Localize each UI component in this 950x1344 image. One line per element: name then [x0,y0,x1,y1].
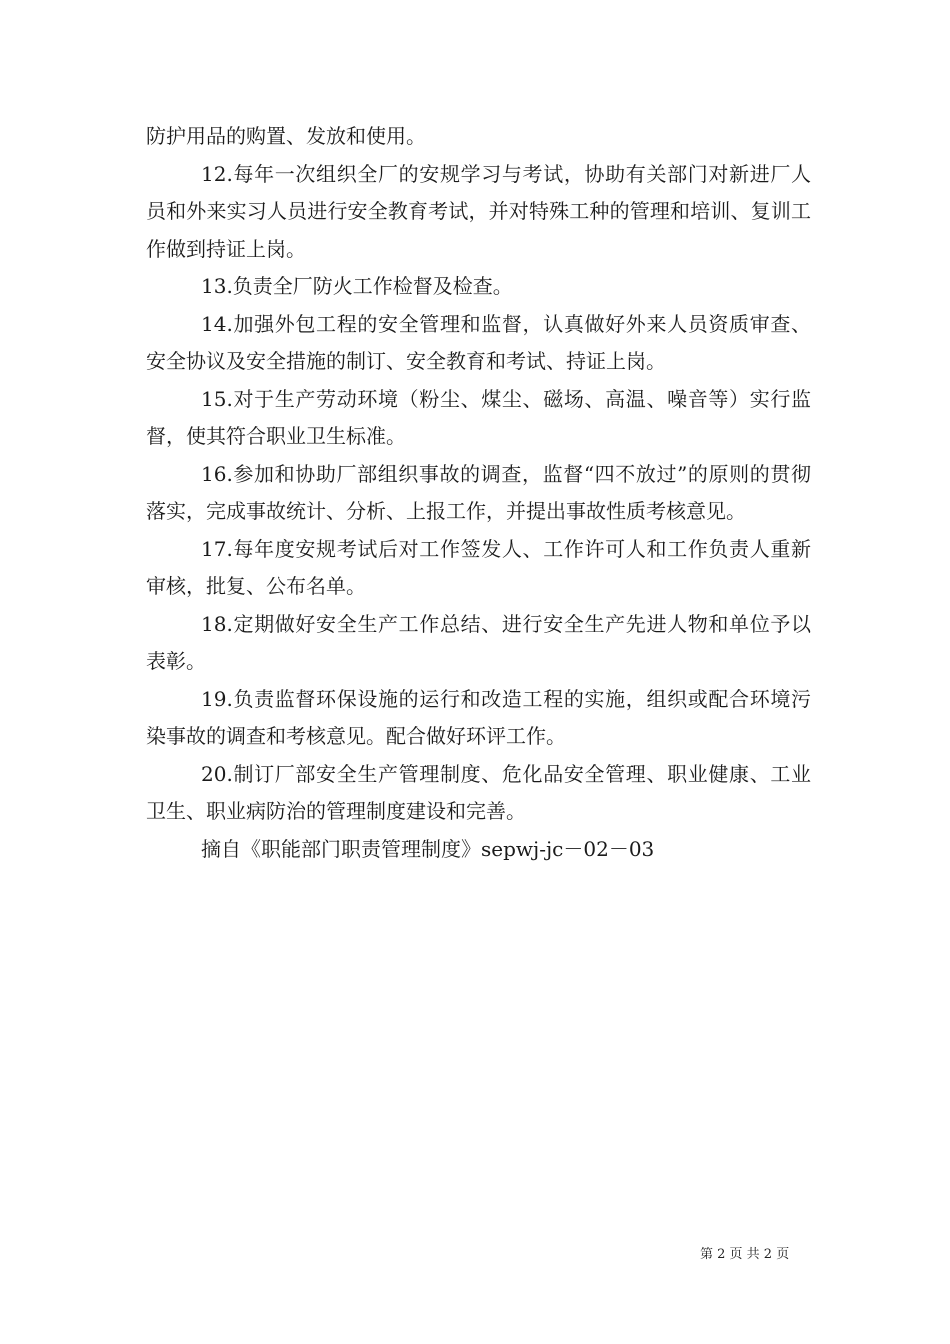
paragraph-item-14: 14.加强外包工程的安全管理和监督，认真做好外来人员资质审查、安全协议及安全措施的制订、安全教育和考试、持证上岗。 [146,311,811,373]
paragraph-item-15: 15.对于生产劳动环境（粉尘、煤尘、磁场、高温、噪音等）实行监督，使其符合职业卫生标准。 [146,386,811,448]
paragraph-item-16: 16.参加和协助厂部组织事故的调查，监督“四不放过”的原则的贯彻落实，完成事故统计、分析、上报工作，并提出事故性质考核意见。 [146,461,811,523]
paragraph-item-20: 20.制订厂部安全生产管理制度、危化品安全管理、职业健康、工业卫生、职业病防治的管理制度建设和完善。 [146,761,811,823]
paragraph-item-18: 18.定期做好安全生产工作总结、进行安全生产先进人物和单位予以表彰。 [146,611,811,673]
source-citation: 摘自《职能部门职责管理制度》sepwj-jc－02－03 [201,836,655,861]
paragraph-item-12: 12.每年一次组织全厂的安规学习与考试，协助有关部门对新进厂人员和外来实习人员进行安全教育考试，并对特殊工种的管理和培训、复训工作做到持证上岗。 [146,161,811,261]
paragraph-item-13: 13.负责全厂防火工作检督及检查。 [201,274,513,298]
page-number-footer: 第 2 页 共 2 页 [700,1247,790,1262]
paragraph-continuation: 防护用品的购置、发放和使用。 [146,124,426,148]
document-body [146,118,811,868]
paragraph-item-19: 19.负责监督环保设施的运行和改造工程的实施，组织或配合环境污染事故的调查和考核意见。配合做好环评工作。 [146,686,811,748]
paragraph-item-17: 17.每年度安规考试后对工作签发人、工作许可人和工作负责人重新审核，批复、公布名单。 [146,536,811,598]
